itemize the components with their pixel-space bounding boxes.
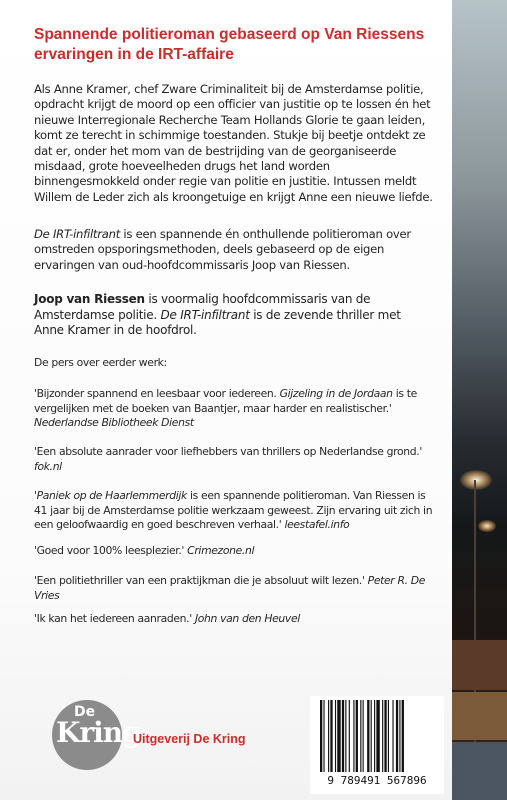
logo-de-text: De	[74, 704, 96, 720]
cover-photo-strip	[452, 0, 507, 800]
synopsis-paragraph-2	[34, 227, 434, 273]
author-bio	[34, 292, 434, 339]
press-quote-2-text: 'Een absolute aanrader voor liefhebbers van thrillers op Nederlandse grond.'	[34, 445, 422, 458]
synopsis-paragraph-2-text: is een spannende én onthullende politieroman over omstreden opsporingsmethoden, deels gebaseerd op de eigen ervaringen van oud-hoofdcommissaris Joop van Riessen.	[34, 227, 411, 272]
press-quote-3-text: is een spannende politieroman. Van Riessen is 41 jaar bij de Amsterdamse politie werkzaam geweest. Zijn ervaring uit zich in een geloofwaardig en goed beschreven verhaal.'	[34, 489, 433, 531]
press-quote-3-source: leestafel.info	[284, 518, 350, 531]
press-quote-1-text-a: 'Bijzonder spannend en leesbaar voor iedereen.	[34, 387, 280, 400]
publisher-name: Uitgeverij De Kring	[133, 732, 246, 746]
shipping-container	[452, 742, 507, 800]
book-title: De IRT-infiltrant	[34, 227, 120, 241]
press-quote-6-source: John van den Heuvel	[194, 612, 300, 625]
author-bio-text-1: is voormalig hoofdcommissaris van de Amsterdamse politie.	[34, 292, 371, 322]
press-quote-4-source: Crimezone.nl	[187, 544, 255, 557]
lamp-glow	[478, 520, 496, 532]
press-quote-5	[34, 574, 434, 603]
press-quote-5-source: Peter R. De Vries	[34, 574, 426, 602]
author-name: Joop van Riessen	[34, 292, 145, 306]
press-quote-4-text: 'Goed voor 100% leesplezier.'	[34, 544, 188, 557]
press-quote-6	[34, 612, 434, 627]
press-quote-2-source: fok.nl	[34, 459, 62, 473]
barcode-label	[310, 696, 444, 794]
de-kring-logo	[52, 700, 141, 770]
press-quote-4	[34, 544, 434, 559]
press-quote-1-text-b: is te vergelijken met de boeken van Baantjer, maar harder en realistischer.'	[34, 387, 417, 415]
press-quote-1-source: Nederlandse Bibliotheek Dienst	[34, 416, 194, 429]
press-quote-1-title: Gijzeling in de Jordaan	[279, 387, 393, 400]
lamp-glow	[460, 470, 492, 490]
press-intro: De pers over eerder werk:	[34, 356, 167, 369]
press-quote-3-title: 'Paniek op de Haarlemmerdijk	[34, 489, 187, 502]
press-quote-3	[34, 489, 434, 533]
author-bio-text-2: is de zevende thriller met Anne Kramer in de hoofdrol.	[34, 307, 401, 337]
logo-kring-text: Kring	[56, 716, 141, 749]
shipping-container	[452, 640, 507, 690]
cover-headline: Spannende politieroman gebaseerd op Van Riessens ervaringen in de IRT-affaire	[34, 26, 425, 63]
press-quote-2	[34, 445, 434, 474]
press-quote-5-text: 'Een politiethriller van een praktijkman die je absoluut wilt lezen.'	[34, 574, 368, 587]
isbn-number: 9 789491 567896	[327, 774, 427, 787]
press-quote-1	[34, 387, 434, 431]
synopsis-paragraph-1: Als Anne Kramer, chef Zware Criminaliteit bij de Amsterdamse politie, opdracht krijgt de moord op een officier van justitie op te lossen én het nieuwe Interregionale Recherche Team Hollands Glorie te gaan leiden, komt ze terecht in schimmige toestanden. Stukje bij beetje ontdekt ze dat er, onder het mom van de bestrijding van de georganiseerde misdaad, grote hoeveelheden drugs het land worden binnengesmokkeld onder regie van politie en justitie. Intussen meldt Willem de Leder zich als kroongetuige en krijgt Anne een nieuwe liefde.	[34, 82, 433, 204]
shipping-container	[452, 692, 507, 740]
press-quote-6-text: 'Ik kan het iedereen aanraden.'	[34, 612, 195, 625]
barcode-icon	[320, 700, 434, 772]
author-bio-book-title: De IRT-infiltrant	[160, 307, 250, 322]
